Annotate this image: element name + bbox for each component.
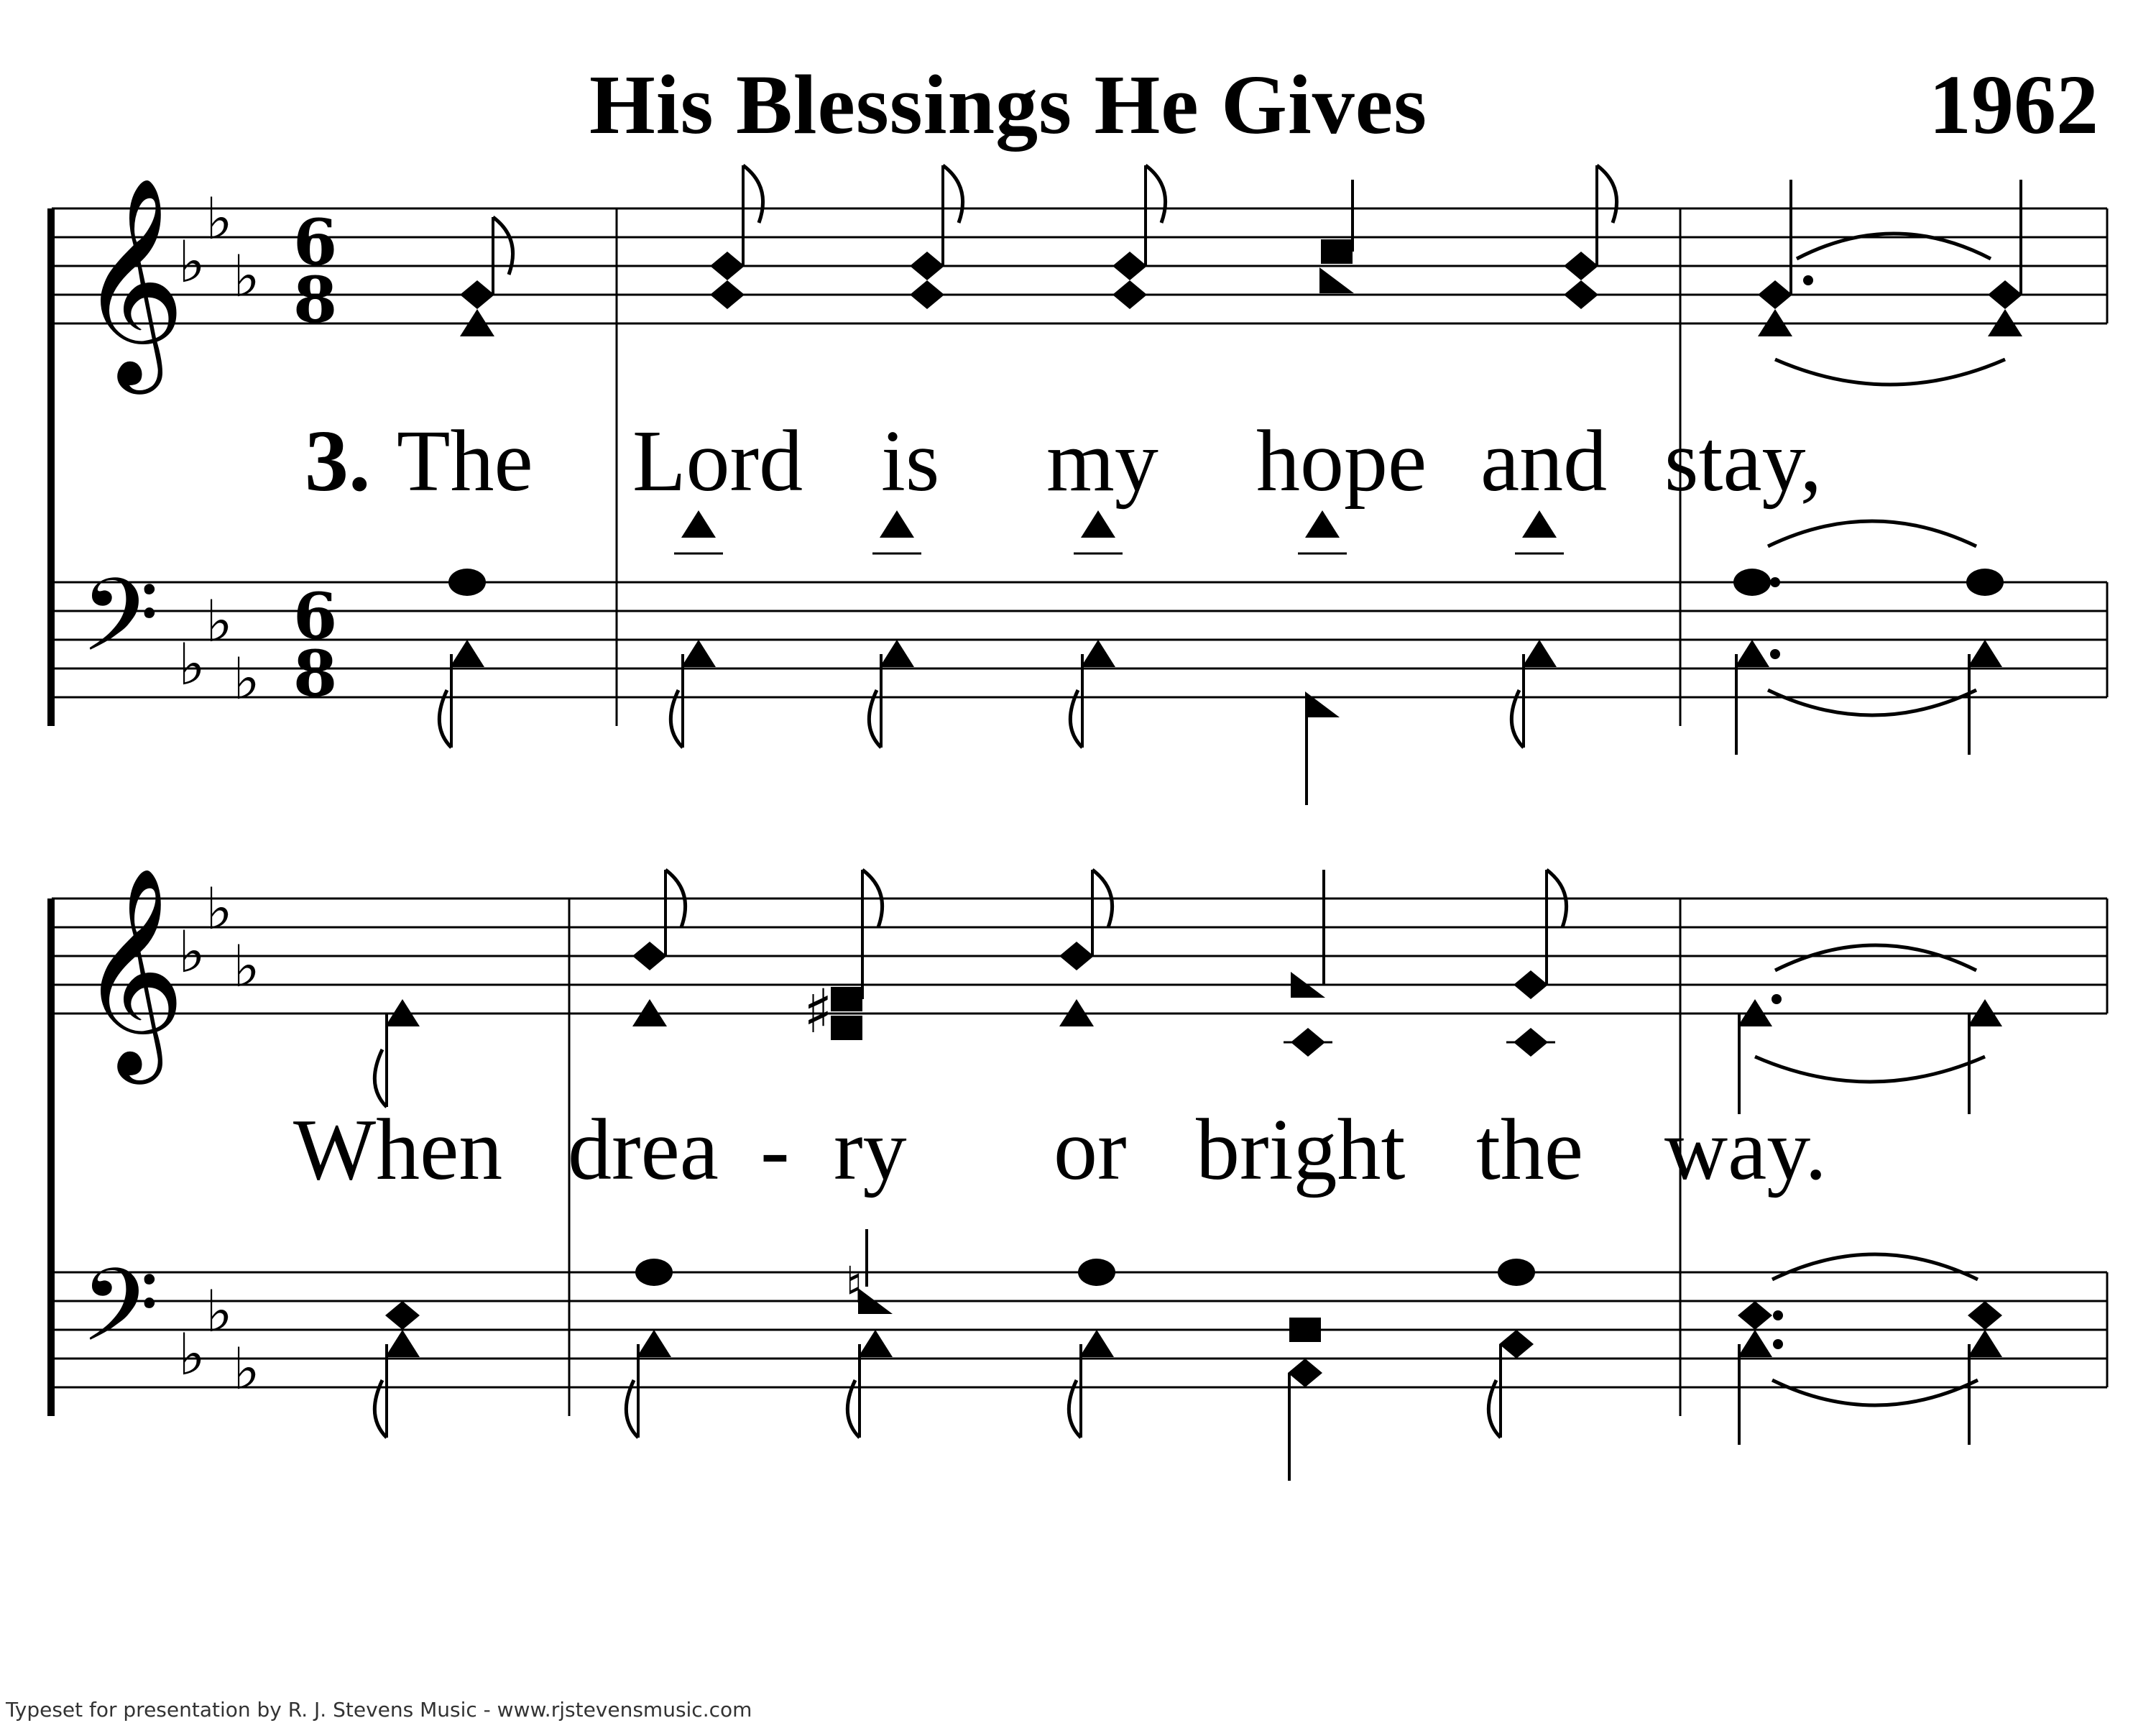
note-head <box>1522 510 1557 538</box>
system-bracket <box>47 899 55 1416</box>
flat-icon: ♭ <box>233 645 260 712</box>
note-head <box>1988 280 2022 309</box>
flat-icon: ♭ <box>206 588 233 655</box>
tie <box>1775 359 2005 385</box>
note-head <box>1081 510 1115 538</box>
note-head <box>1288 1359 1322 1387</box>
augmentation-dot <box>1803 275 1813 285</box>
note-head <box>1498 1259 1535 1286</box>
tie <box>1775 945 1976 970</box>
system-bracket <box>47 208 55 726</box>
note-head <box>1059 942 1094 970</box>
lyric-syllable: and <box>1480 413 1608 510</box>
note-flag <box>374 1049 387 1107</box>
flat-icon: ♭ <box>233 1336 260 1402</box>
hymn-number: 1962 <box>1929 58 2099 152</box>
note-head <box>710 280 745 309</box>
augmentation-dot <box>1773 1310 1783 1320</box>
lyric-syllable: stay, <box>1664 413 1823 510</box>
note-head <box>1305 691 1340 717</box>
note-head <box>1112 280 1147 309</box>
note-head <box>1968 1301 2002 1330</box>
note-head <box>450 640 484 667</box>
note-flag <box>626 1380 638 1438</box>
note-flag <box>1511 690 1524 748</box>
lyric-syllable: my <box>1046 413 1158 510</box>
note-head <box>460 280 494 309</box>
flat-icon: ♭ <box>233 243 260 310</box>
note-head <box>1305 510 1340 538</box>
note-flag <box>943 165 963 223</box>
note-flag <box>847 1380 860 1438</box>
lyric-syllable: bright <box>1196 1101 1406 1198</box>
lyric-hyphen: - <box>760 1101 790 1198</box>
note-head <box>1968 1330 2002 1357</box>
natural-icon: ♮ <box>845 1256 864 1315</box>
flat-icon: ♭ <box>178 919 206 985</box>
note-head <box>1966 569 2004 596</box>
lyric-syllable: ry <box>834 1101 907 1198</box>
note-flag <box>743 165 763 223</box>
augmentation-dot <box>1770 649 1780 659</box>
note-head <box>880 640 914 667</box>
tie <box>1768 521 1976 546</box>
augmentation-dot <box>1770 577 1780 587</box>
tie <box>1755 1057 1985 1082</box>
augmentation-dot <box>1773 1339 1783 1349</box>
lyric-syllable: Lord <box>632 413 803 510</box>
time-signature-bottom: 8 <box>293 636 338 711</box>
note-head <box>710 252 745 280</box>
note-head <box>1564 280 1598 309</box>
note-head <box>910 252 944 280</box>
note-head <box>385 1301 420 1330</box>
note-flag <box>1488 1380 1501 1438</box>
note-head <box>1733 569 1771 596</box>
note-head <box>1738 1330 1772 1357</box>
note-head <box>385 1330 420 1357</box>
time-signature-top: 6 <box>293 579 338 653</box>
note-flag <box>1070 690 1082 748</box>
time-signature-bottom: 8 <box>293 262 338 337</box>
bass-clef-icon: 𝄢 <box>80 557 160 699</box>
note-head <box>910 280 944 309</box>
note-head <box>1078 1259 1115 1286</box>
lyric-syllable: way. <box>1664 1101 1827 1198</box>
note-head <box>1319 267 1354 293</box>
note-head <box>1735 640 1769 667</box>
flat-icon: ♭ <box>206 876 233 942</box>
note-flag <box>869 690 881 748</box>
sharp-icon: ♯ <box>803 976 833 1047</box>
note-head <box>1112 252 1147 280</box>
note-flag <box>1069 1380 1081 1438</box>
note-head <box>681 640 716 667</box>
note-head <box>681 510 716 538</box>
flat-icon: ♭ <box>233 933 260 1000</box>
flat-icon: ♭ <box>206 185 233 252</box>
typesetter-credit: Typeset for presentation by R. J. Stevens Music - www.rjstevensmusic.com <box>6 1698 752 1722</box>
time-signature-top: 6 <box>293 205 338 280</box>
lyric-syllable: hope <box>1256 413 1427 510</box>
augmentation-dot <box>1772 994 1782 1004</box>
note-flag <box>1146 165 1166 223</box>
note-head <box>1079 1330 1114 1357</box>
note-head <box>1321 239 1353 264</box>
note-flag <box>671 690 683 748</box>
flat-icon: ♭ <box>206 1278 233 1345</box>
note-head <box>831 1016 862 1040</box>
lyric-syllable: the <box>1476 1101 1584 1198</box>
note-head <box>1968 640 2002 667</box>
verse-number: 3. <box>305 413 371 510</box>
lyric-syllable: When <box>293 1101 503 1198</box>
note-head <box>831 987 862 1011</box>
note-head <box>1289 1318 1321 1342</box>
treble-clef-icon: 𝄞 <box>79 175 185 385</box>
note-head <box>1564 252 1598 280</box>
note-head <box>1514 970 1548 999</box>
treble-clef-icon: 𝄞 <box>79 865 185 1075</box>
tie <box>1772 1380 1978 1405</box>
note-flag <box>1597 165 1617 223</box>
lyric-syllable: is <box>881 413 940 510</box>
tie <box>1772 1254 1978 1279</box>
lyric-syllable: The <box>397 413 533 510</box>
note-head <box>880 510 914 538</box>
note-head <box>637 1330 671 1357</box>
flat-icon: ♭ <box>178 229 206 295</box>
flat-icon: ♭ <box>178 1321 206 1388</box>
note-head <box>1499 1330 1534 1359</box>
note-head <box>1758 280 1792 309</box>
lyric-syllable: drea <box>568 1101 719 1198</box>
note-head <box>448 569 486 596</box>
note-head <box>632 942 667 970</box>
note-head <box>1738 1301 1772 1330</box>
note-flag <box>374 1380 387 1438</box>
hymn-title: His Blessings He Gives <box>589 58 1428 152</box>
lyric-syllable: or <box>1054 1101 1127 1198</box>
note-head <box>1522 640 1557 667</box>
note-flag <box>439 690 451 748</box>
note-head <box>635 1259 673 1286</box>
tie <box>1768 690 1976 715</box>
flat-icon: ♭ <box>178 631 206 698</box>
bass-clef-icon: 𝄢 <box>80 1247 160 1389</box>
note-head <box>858 1330 893 1357</box>
note-head <box>1081 640 1115 667</box>
